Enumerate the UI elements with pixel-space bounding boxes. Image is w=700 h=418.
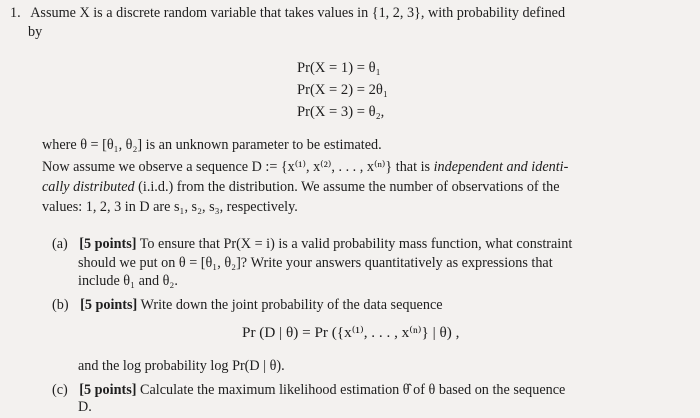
where-line: where θ = [θ₁, θ₂] is an unknown parameter to be estimated. xyxy=(42,137,382,153)
equation-pr-x2: Pr(X = 2) = 2θ₁ xyxy=(297,82,388,98)
observation-line2-text: (i.i.d.) from the distribution. We assume the number of observations of the xyxy=(134,179,560,195)
part-a-points: [5 points] xyxy=(79,236,137,252)
part-a-text1: To ensure that Pr(X = i) is a valid probability mass function, what constraint xyxy=(136,236,573,252)
part-c-line1 xyxy=(52,381,565,400)
part-a-label: (a) xyxy=(52,236,68,252)
part-b-text1: Write down the joint probability of the data sequence xyxy=(137,297,443,313)
observation-line1-text: Now assume we observe a sequence D := {x⁽¹⁾, x⁽²⁾, . . . , x⁽ⁿ⁾} that is xyxy=(42,159,434,175)
problem-intro-line1 xyxy=(10,4,565,23)
part-c-points: [5 points] xyxy=(79,382,137,398)
part-b-line2: and the log probability log Pr(D | θ). xyxy=(78,358,285,374)
part-a-line1 xyxy=(52,235,572,254)
problem-intro-text: Assume X is a discrete random variable that takes values in {1, 2, 3}, with probability defined xyxy=(30,5,566,21)
equation-pr-x3: Pr(X = 3) = θ₂, xyxy=(297,104,385,120)
observation-line2 xyxy=(42,178,560,197)
part-b-equation: Pr (D | θ) = Pr ({x⁽¹⁾, . . . , x⁽ⁿ⁾} | θ) , xyxy=(242,324,460,341)
part-c-label: (c) xyxy=(52,382,68,398)
part-c-line2: D. xyxy=(78,399,92,415)
problem-number: 1. xyxy=(10,5,21,21)
part-c-text1: Calculate the maximum likelihood estimation θ̂ of θ based on the sequence xyxy=(136,382,566,398)
observation-line3: values: 1, 2, 3 in D are s₁, s₂, s₃, respectively. xyxy=(42,199,298,215)
part-a-line2: should we put on θ = [θ₁, θ₂]? Write your answers quantitatively as expressions that xyxy=(78,255,553,271)
iid-phrase-part2: cally distributed xyxy=(42,179,135,195)
part-b-label: (b) xyxy=(52,297,69,313)
part-b-line1 xyxy=(52,296,443,315)
observation-line1 xyxy=(42,158,568,177)
part-b-points: [5 points] xyxy=(80,297,138,313)
iid-phrase-part1: independent and identi- xyxy=(433,159,569,175)
problem-intro-line2: by xyxy=(28,24,43,40)
part-a-line3: include θ₁ and θ₂. xyxy=(78,273,178,289)
equation-pr-x1: Pr(X = 1) = θ₁ xyxy=(297,60,381,76)
